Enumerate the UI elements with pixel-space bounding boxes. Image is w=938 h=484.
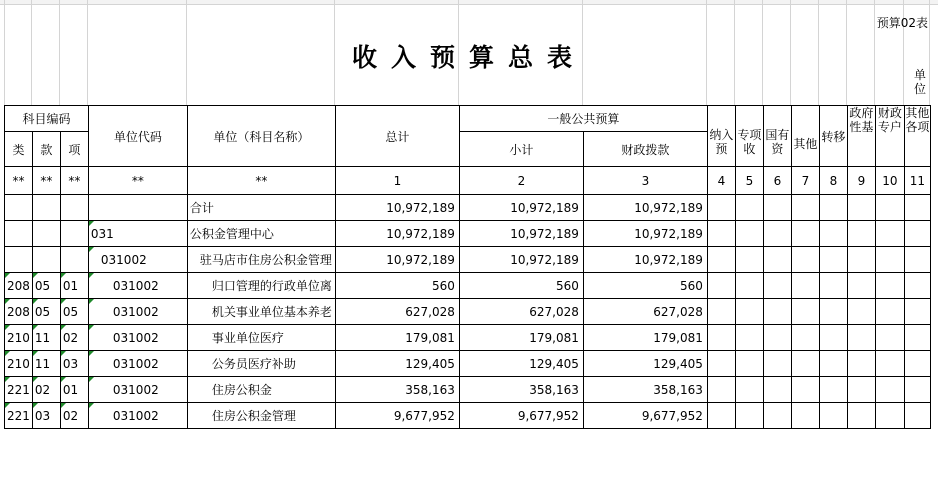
cell-empty[interactable] xyxy=(707,195,735,221)
cell-empty[interactable] xyxy=(735,377,763,403)
header-col-4 xyxy=(707,106,735,167)
cell-empty[interactable] xyxy=(707,247,735,273)
cell-empty[interactable] xyxy=(707,325,735,351)
index-cell: 4 xyxy=(707,167,735,195)
cell-lei[interactable] xyxy=(5,195,33,221)
cell-empty[interactable] xyxy=(763,195,791,221)
cell-empty[interactable] xyxy=(707,299,735,325)
cell-empty[interactable] xyxy=(791,221,819,247)
cell-empty[interactable] xyxy=(819,221,847,247)
cell-kuan[interactable]: 11 xyxy=(32,351,60,377)
cell-unit-code[interactable]: 031002 xyxy=(88,273,187,299)
cell-empty[interactable] xyxy=(875,325,904,351)
cell-lei[interactable] xyxy=(5,247,33,273)
index-cell: 9 xyxy=(847,167,875,195)
header-col-5-text: 专项收 xyxy=(737,128,762,156)
cell-empty[interactable] xyxy=(791,299,819,325)
cell-empty[interactable] xyxy=(707,273,735,299)
cell-empty[interactable] xyxy=(904,299,930,325)
header-col-4-text: 纳入预 xyxy=(709,128,734,156)
cell-unit-name[interactable]: 住房公积金管理 xyxy=(187,403,335,429)
header-col-7 xyxy=(791,106,819,167)
cell-lei[interactable]: 221 xyxy=(5,377,33,403)
cell-empty[interactable] xyxy=(707,351,735,377)
cell-empty[interactable] xyxy=(904,221,930,247)
budget-table xyxy=(4,105,931,429)
cell-empty[interactable] xyxy=(904,247,930,273)
cell-total[interactable]: 10,972,189 xyxy=(335,195,459,221)
cell-empty[interactable] xyxy=(707,377,735,403)
header-subject-code: 科目编码 xyxy=(5,106,89,132)
cell-xiang[interactable]: 01 xyxy=(60,273,88,299)
table-row xyxy=(5,299,931,325)
cell-empty[interactable] xyxy=(875,273,904,299)
cell-empty[interactable] xyxy=(904,377,930,403)
form-code: 预算02表 xyxy=(876,16,928,30)
cell-empty[interactable] xyxy=(875,247,904,273)
cell-empty[interactable] xyxy=(904,351,930,377)
cell-kuan[interactable] xyxy=(32,221,60,247)
cell-empty[interactable] xyxy=(763,299,791,325)
header-fiscal-allocation: 财政拨款 xyxy=(583,132,707,167)
cell-empty[interactable] xyxy=(763,247,791,273)
cell-empty[interactable] xyxy=(819,195,847,221)
header-col-9 xyxy=(847,106,875,167)
cell-empty[interactable] xyxy=(735,351,763,377)
cell-empty[interactable] xyxy=(875,403,904,429)
cell-unit-name[interactable]: 事业单位医疗 xyxy=(187,325,335,351)
cell-subtotal[interactable]: 627,028 xyxy=(459,299,583,325)
cell-total[interactable]: 10,972,189 xyxy=(335,221,459,247)
header-col-11 xyxy=(904,106,930,167)
cell-empty[interactable] xyxy=(819,403,847,429)
cell-fiscal[interactable]: 179,081 xyxy=(583,325,707,351)
cell-empty[interactable] xyxy=(763,273,791,299)
cell-empty[interactable] xyxy=(904,195,930,221)
cell-fiscal[interactable]: 10,972,189 xyxy=(583,221,707,247)
cell-empty[interactable] xyxy=(707,221,735,247)
cell-empty[interactable] xyxy=(847,299,875,325)
cell-empty[interactable] xyxy=(763,221,791,247)
cell-fiscal[interactable]: 9,677,952 xyxy=(583,403,707,429)
cell-empty[interactable] xyxy=(763,325,791,351)
cell-empty[interactable] xyxy=(735,299,763,325)
header-total: 总计 xyxy=(335,106,459,167)
cell-subtotal[interactable]: 358,163 xyxy=(459,377,583,403)
cell-empty[interactable] xyxy=(819,325,847,351)
index-cell: 8 xyxy=(819,167,847,195)
cell-empty[interactable] xyxy=(847,325,875,351)
cell-xiang[interactable]: 03 xyxy=(60,351,88,377)
cell-empty[interactable] xyxy=(735,221,763,247)
cell-empty[interactable] xyxy=(819,351,847,377)
cell-empty[interactable] xyxy=(791,351,819,377)
cell-total[interactable]: 10,972,189 xyxy=(335,247,459,273)
table-row xyxy=(5,247,931,273)
cell-xiang[interactable]: 02 xyxy=(60,325,88,351)
cell-empty[interactable] xyxy=(847,273,875,299)
header-kuan: 款 xyxy=(32,132,60,167)
cell-empty[interactable] xyxy=(735,247,763,273)
cell-unit-code[interactable]: 031002 xyxy=(88,247,187,273)
cell-empty[interactable] xyxy=(791,403,819,429)
cell-empty[interactable] xyxy=(819,247,847,273)
cell-xiang[interactable]: 01 xyxy=(60,377,88,403)
cell-unit-code[interactable] xyxy=(88,195,187,221)
cell-subtotal[interactable]: 129,405 xyxy=(459,351,583,377)
header-col-9-text: 政府性基 xyxy=(849,106,874,134)
cell-xiang[interactable] xyxy=(60,195,88,221)
index-cell: 3 xyxy=(583,167,707,195)
index-cell: ** xyxy=(32,167,60,195)
index-cell: 7 xyxy=(791,167,819,195)
cell-empty[interactable] xyxy=(847,247,875,273)
cell-xiang[interactable] xyxy=(60,247,88,273)
cell-empty[interactable] xyxy=(875,377,904,403)
index-cell: 6 xyxy=(763,167,791,195)
cell-empty[interactable] xyxy=(735,325,763,351)
cell-unit-name[interactable]: 公积金管理中心 xyxy=(187,221,335,247)
cell-empty[interactable] xyxy=(735,273,763,299)
cell-fiscal[interactable]: 10,972,189 xyxy=(583,247,707,273)
cell-empty[interactable] xyxy=(847,195,875,221)
cell-total[interactable]: 9,677,952 xyxy=(335,403,459,429)
cell-kuan[interactable]: 03 xyxy=(32,403,60,429)
header-col-6 xyxy=(763,106,791,167)
index-cell: ** xyxy=(60,167,88,195)
cell-empty[interactable] xyxy=(875,221,904,247)
header-unit-name: 单位（科目名称） xyxy=(187,106,335,167)
cell-unit-name[interactable]: 公务员医疗补助 xyxy=(187,351,335,377)
cell-kuan[interactable] xyxy=(32,195,60,221)
cell-empty[interactable] xyxy=(763,351,791,377)
cell-empty[interactable] xyxy=(791,247,819,273)
sheet-column-header-strip xyxy=(0,0,938,5)
cell-empty[interactable] xyxy=(763,377,791,403)
cell-empty[interactable] xyxy=(875,351,904,377)
cell-unit-name[interactable]: 住房公积金 xyxy=(187,377,335,403)
table-row xyxy=(5,221,931,247)
cell-subtotal[interactable]: 179,081 xyxy=(459,325,583,351)
cell-empty[interactable] xyxy=(791,273,819,299)
cell-fiscal[interactable]: 358,163 xyxy=(583,377,707,403)
cell-kuan[interactable]: 02 xyxy=(32,377,60,403)
cell-empty[interactable] xyxy=(875,195,904,221)
cell-empty[interactable] xyxy=(763,403,791,429)
cell-total[interactable]: 358,163 xyxy=(335,377,459,403)
cell-xiang[interactable] xyxy=(60,221,88,247)
cell-unit-name[interactable]: 机关事业单位基本养老 xyxy=(187,299,335,325)
cell-empty[interactable] xyxy=(847,351,875,377)
index-cell: 2 xyxy=(459,167,583,195)
table-body xyxy=(5,195,931,429)
table-row xyxy=(5,273,931,299)
cell-unit-name[interactable]: 驻马店市住房公积金管理 xyxy=(187,247,335,273)
cell-total[interactable]: 560 xyxy=(335,273,459,299)
cell-empty[interactable] xyxy=(904,403,930,429)
index-cell: 5 xyxy=(735,167,763,195)
cell-unit-name[interactable]: 归口管理的行政单位离 xyxy=(187,273,335,299)
table-row xyxy=(5,351,931,377)
cell-empty[interactable] xyxy=(735,195,763,221)
cell-empty[interactable] xyxy=(875,299,904,325)
index-cell: ** xyxy=(187,167,335,195)
cell-empty[interactable] xyxy=(819,377,847,403)
header-col-7-text: 其他 xyxy=(793,136,818,151)
index-cell: ** xyxy=(88,167,187,195)
cell-subtotal[interactable]: 10,972,189 xyxy=(459,195,583,221)
cell-fiscal[interactable]: 560 xyxy=(583,273,707,299)
header-xiang: 项 xyxy=(60,132,88,167)
table-row xyxy=(5,325,931,351)
table-row xyxy=(5,377,931,403)
header-col-5 xyxy=(735,106,763,167)
cell-unit-code[interactable]: 031 xyxy=(88,221,187,247)
page-title: 收入预算总表 xyxy=(351,43,586,72)
header-col-8: 转移 xyxy=(819,106,847,167)
index-cell: 1 xyxy=(335,167,459,195)
cell-empty[interactable] xyxy=(904,325,930,351)
cell-subtotal[interactable]: 10,972,189 xyxy=(459,247,583,273)
cell-xiang[interactable]: 02 xyxy=(60,403,88,429)
cell-unit-code[interactable]: 031002 xyxy=(88,403,187,429)
cell-empty[interactable] xyxy=(791,325,819,351)
cell-lei[interactable]: 210 xyxy=(5,351,33,377)
cell-lei[interactable]: 208 xyxy=(5,299,33,325)
cell-unit-name[interactable]: 合计 xyxy=(187,195,335,221)
cell-empty[interactable] xyxy=(847,403,875,429)
cell-empty[interactable] xyxy=(904,273,930,299)
cell-unit-code[interactable]: 031002 xyxy=(88,351,187,377)
header-subtotal: 小计 xyxy=(459,132,583,167)
cell-lei[interactable]: 208 xyxy=(5,273,33,299)
cell-unit-code[interactable]: 031002 xyxy=(88,325,187,351)
header-col-10 xyxy=(875,106,904,167)
cell-unit-code[interactable]: 031002 xyxy=(88,377,187,403)
cell-empty[interactable] xyxy=(819,299,847,325)
cell-total[interactable]: 627,028 xyxy=(335,299,459,325)
header-col-11-text: 其他各项 xyxy=(905,106,930,134)
cell-subtotal[interactable]: 10,972,189 xyxy=(459,221,583,247)
partial-header-text: 单位 xyxy=(913,68,926,96)
header-unit-code: 单位代码 xyxy=(88,106,187,167)
header-col-6-text: 国有资 xyxy=(765,128,790,156)
cell-empty[interactable] xyxy=(819,273,847,299)
cell-unit-code[interactable]: 031002 xyxy=(88,299,187,325)
cell-empty[interactable] xyxy=(791,195,819,221)
header-col-10-text: 财政专户 xyxy=(877,106,902,134)
cell-total[interactable]: 179,081 xyxy=(335,325,459,351)
table-row xyxy=(5,403,931,429)
cell-empty[interactable] xyxy=(707,403,735,429)
cell-empty[interactable] xyxy=(791,377,819,403)
cell-empty[interactable] xyxy=(847,377,875,403)
cell-empty[interactable] xyxy=(847,221,875,247)
cell-subtotal[interactable]: 9,677,952 xyxy=(459,403,583,429)
index-row xyxy=(5,167,931,195)
cell-kuan[interactable] xyxy=(32,247,60,273)
header-general-budget: 一般公共预算 xyxy=(459,106,707,132)
cell-empty[interactable] xyxy=(735,403,763,429)
cell-fiscal[interactable]: 129,405 xyxy=(583,351,707,377)
cell-kuan[interactable]: 11 xyxy=(32,325,60,351)
cell-lei[interactable]: 210 xyxy=(5,325,33,351)
cell-fiscal[interactable]: 627,028 xyxy=(583,299,707,325)
cell-kuan[interactable]: 05 xyxy=(32,299,60,325)
index-cell: 10 xyxy=(875,167,904,195)
cell-lei[interactable] xyxy=(5,221,33,247)
index-cell: 11 xyxy=(904,167,930,195)
header-lei: 类 xyxy=(5,132,33,167)
cell-xiang[interactable]: 05 xyxy=(60,299,88,325)
cell-subtotal[interactable]: 560 xyxy=(459,273,583,299)
cell-kuan[interactable]: 05 xyxy=(32,273,60,299)
cell-total[interactable]: 129,405 xyxy=(335,351,459,377)
cell-fiscal[interactable]: 10,972,189 xyxy=(583,195,707,221)
table-row xyxy=(5,195,931,221)
index-cell: ** xyxy=(5,167,33,195)
cell-lei[interactable]: 221 xyxy=(5,403,33,429)
